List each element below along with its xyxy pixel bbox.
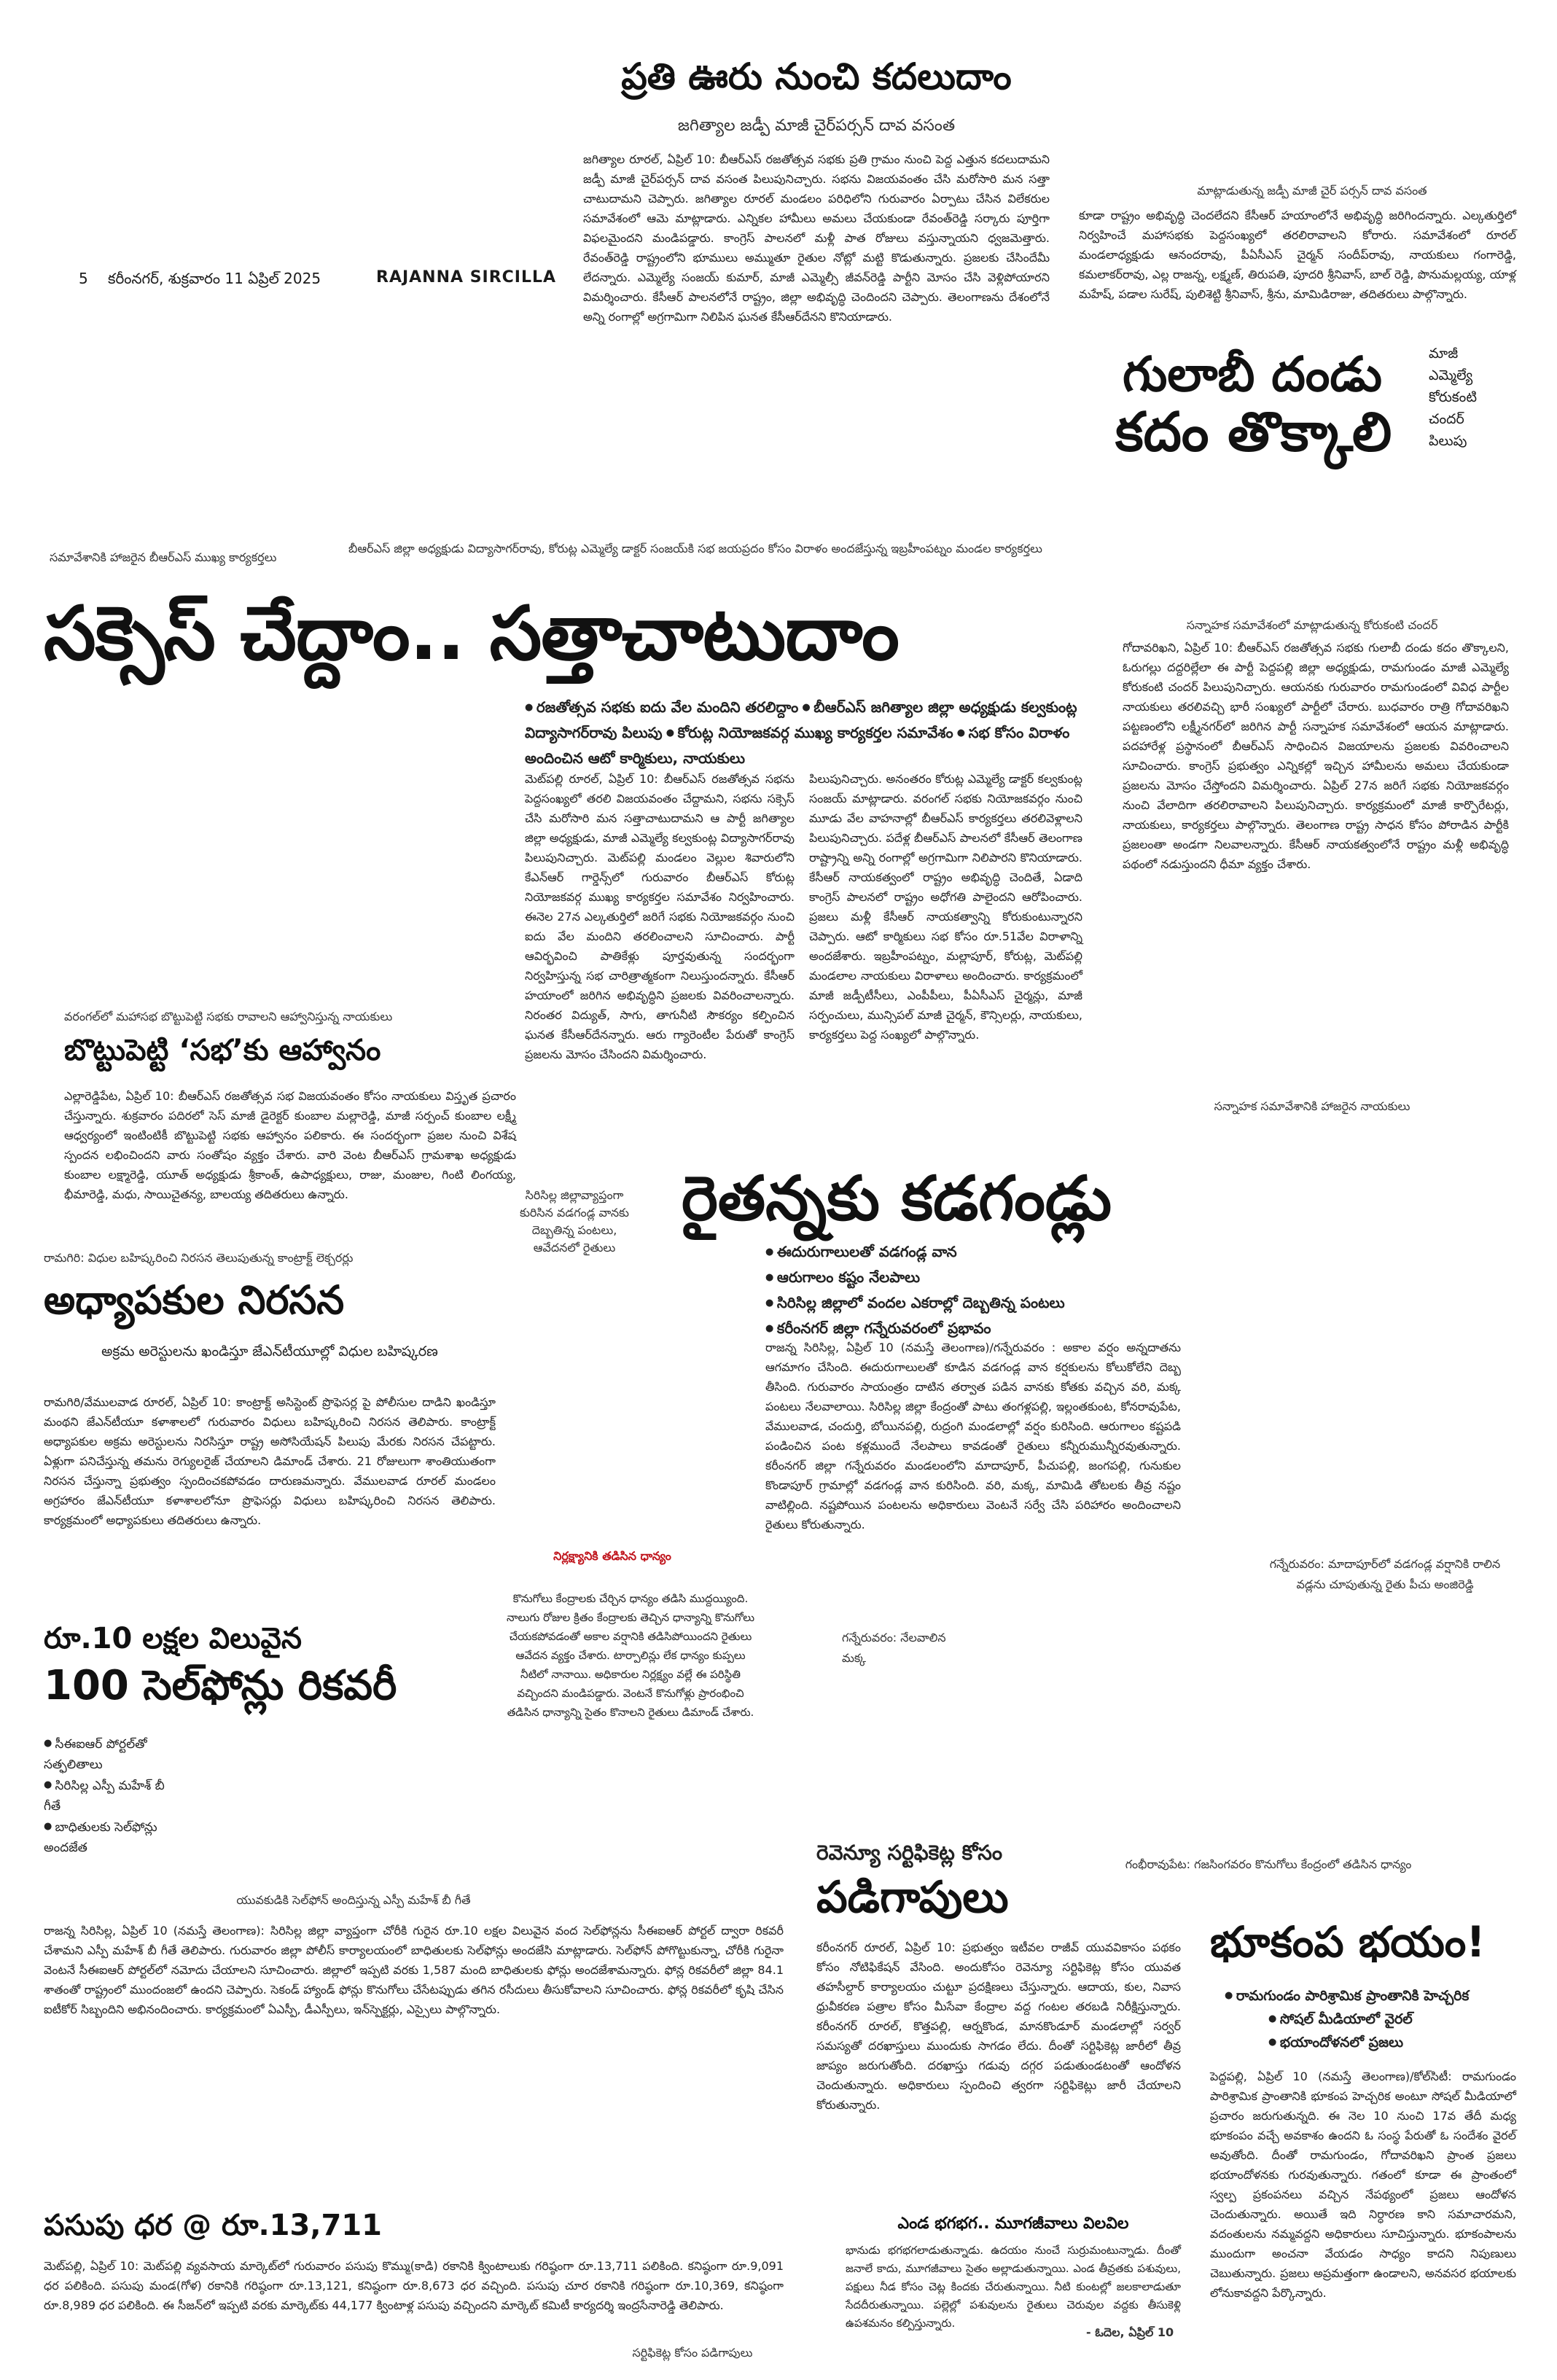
lead-bullet-3: ● కోరుట్ల నియోజకవర్గ ముఖ్య కార్యకర్తల సమావేశం [666,724,953,741]
raithu-caption-right: గన్నేరువరం: మాదాపూర్‌లో వడగండ్ల వర్షానికి రాలిన వడ్లను చూపుతున్న రైతు పీచు అంజిరెడ్డి [1269,1557,1501,1591]
revenue-headline: పడిగాపులు [816,1872,1009,1923]
quake-headline: భూకంప భయం! [1210,1917,1486,1967]
lead-bullets [525,695,1079,770]
bottu-body: ఎల్లారెడ్డిపేట, ఏప్రిల్ 10: బీఆర్ఎస్ రజతోత్సవ సభ విజయవంతం కోసం నాయకులు విస్తృత ప్రచారం చేస్తున్నారు. శుక్రవారం పదిరలో సెస్ మాజీ డైరెక్టర్ కుంబాల మల్లారెడ్డి, మాజీ సర్పంచ్ కుంబాల లక్ష్మీ ఆధ్వర్యంలో ఇంటింటికీ బొట్టుపెట్టి సభకు ఆహ్వానం పలికారు. ఈ సందర్భంగా ప్రజల నుంచి విశేష స్పందన లభించిందని వారు సంతోషం వ్యక్తం చేశారు. వారి వెంట బీఆర్ఎస్ గ్రామశాఖ అధ్యక్షుడు కుంబాల లక్ష్మారెడ్డి, యూత్ అధ్యక్షుడు శ్రీకాంత్, ఉపాధ్యక్షులు, రాజు, మంజుల, గింటి లింగయ్య, భీమారెడ్డి, మధు, సాయిచైతన్య, బాలయ్య తదితరులు ఉన్నారు. [64,1089,516,1201]
promo-side-4: చందర్ [1429,411,1464,427]
top-story-subhead: జగిత్యాల జడ్పీ మాజీ చైర్‌పర్సన్ దావ వసంత [677,117,956,135]
bottu-kicker: వరంగల్‌లో మహాసభ బొట్టుపెట్టి సభకు రావాలని ఆహ్వానిస్తున్న నాయకులు [64,1010,393,1023]
lead-bullet-4: ● సభ కోసం విరాళం అందించిన ఆటో కార్మికులు, నాయకులు [525,724,1069,767]
promo-side-2: ఎమ్మెల్యే [1429,367,1473,383]
promo-body: గోదావరిఖని, ఏప్రిల్ 10: బీఆర్ఎస్ రజతోత్సవ సభకు గులాబీ దండు కదం తొక్కాలని, ఓరుగల్లు దద్దరిల్లేలా ఈ పార్టీ పెద్దపల్లి జిల్లా అధ్యక్షుడు, రామగుండం మాజీ ఎమ్మెల్యే కోరుకంటి చందర్ పిలుపునిచ్చారు. ఆయనకు గురువారం రామగుండంలో వివిధ పార్టీల నాయకులు తరలివచ్చి భారీ సంఖ్యలో పార్టీలో చేరారు. బుధవారం రాత్రి గోదావరిఖని పట్టణంలోని లక్ష్మీనగర్‌లో జరిగిన పార్టీ సన్నాహక సమావేశంలో ఆయన మాట్లాడారు. పదహారేళ్ల ప్రస్థానంలో బీఆర్ఎస్ సాధించిన విజయాలను ప్రజలకు వివరించాలని సూచించారు. కాంగ్రెస్ ప్రభుత్వం ఎన్నికల్లో ఇచ్చిన హామీలను అమలు చేయకుండా ప్రజలను మోసం చేస్తోందని విమర్శించారు. ఏప్రిల్ 27న జరిగే సభకు నియోజకవర్గం నుంచి వేలాదిగా తరలిరావాలని పిలుపునిచ్చారు. కార్యక్రమంలో మాజీ కార్పొరేటర్లు, నాయకులు, కార్యకర్తలు పాల్గొన్నారు. తెలంగాణ రాష్ట్ర సాధన కోసం పోరాడిన పార్టీకి ప్రజలంతా అండగా నిలవాలన్నారు. కేసీఆర్ నాయకత్వంలోనే రాష్ట్రం మళ్లీ అభివృద్ధి పథంలో నడుస్తుందని ధీమా వ్యక్తం చేశారు. [1123,641,1509,871]
revenue-body: కరీంనగర్ రూరల్, ఏప్రిల్ 10: ప్రభుత్వం ఇటీవల రాజీవ్ యువవికాసం పథకం కోసం నోటిఫికేషన్ వేసింది. అందుకోసం రెవెన్యూ సర్టిఫికెట్ల కోసం యువత తహసీల్దార్ కార్యాలయం చుట్టూ ప్రదక్షిణలు చేస్తున్నారు. ఆదాయ, కుల, నివాస ధ్రువీకరణ పత్రాల కోసం మీసేవా కేంద్రాల వద్ద గంటల తరబడి నిరీక్షిస్తున్నారు. కరీంనగర్ రూరల్, కొత్తపల్లి, ఆర్నకొండ, మానకొండూర్ మండలాల్లో సర్వర్ సమస్యతో దరఖాస్తులు ముందుకు సాగడం లేదు. దీంతో సర్టిఫికెట్ల జారీలో తీవ్ర జాప్యం జరుగుతోంది. దరఖాస్తు గడువు దగ్గర పడుతుండటంతో ఆందోళన చెందుతున్నారు. అధికారులు స్పందించి త్వరగా సర్టిఫికెట్లు జారీ చేయాలని కోరుతున్నారు. [816,1940,1181,2112]
lead-bullet-2: ● బీఆర్ఎస్ జగిత్యాల జిల్లా అధ్యక్షుడు కల్వకుంట్ల విద్యాసాగర్‌రావు పిలుపు [525,698,1077,741]
teachers-body: రామగిరి/వేములవాడ రూరల్, ఏప్రిల్ 10: కాంట్రాక్ట్ అసిస్టెంట్ ప్రొఫెసర్ల పై పోలీసుల దాడిని ఖండిస్తూ మంథని జేఎన్‌టీయూ కళాశాలలో గురువారం విధులు బహిష్కరించి నిరసన తెలిపారు. కాంట్రాక్ట్ అధ్యాపకుల అక్రమ అరెస్టులను నిరసిస్తూ రాష్ట్ర అసోసియేషన్ పిలుపు మేరకు నిరసన చేపట్టారు. ఏళ్లుగా పనిచేస్తున్న తమను రెగ్యులరైజ్ చేయాలని డిమాండ్ చేశారు. 21 రోజులుగా శాంతియుతంగా నిరసన చేస్తున్నా ప్రభుత్వం స్పందించకపోవడం దారుణమన్నారు. వేములవాడ రూరల్ మండలం అగ్రహారం జేఎన్‌టీయూ కళాశాలలోనూ ప్రొఫెసర్లు విధులు బహిష్కరించి నిరసన తెలిపారు. కార్యక్రమంలో అధ్యాపకులు తదితరులు ఉన్నారు. [44,1395,496,1527]
quake-bullets [1225,1984,1516,2054]
teachers-subhead: అక్రమ అరెస్టులను ఖండిస్తూ జేఎన్‌టీయూల్లో విధుల బహిష్కరణ [101,1343,438,1359]
promo-line1: గులాబీ దండు [1123,346,1383,402]
promo-side-text [1429,343,1516,452]
phones-headline-2: 100 సెల్‌ఫోన్లు రికవరీ [44,1662,397,1709]
phones-bullet-3: ● బాధితులకు సెల్‌ఫోన్లు అందజేత [44,1817,175,1858]
lead-kicker-right: బీఆర్ఎస్ జిల్లా అధ్యక్షుడు విద్యాసాగర్‌రావు, కోరుట్ల ఎమ్మెల్యే డాక్టర్ సంజయ్‌కి సభ జయప్రదం కోసం విరాళం అందజేస్తున్న ఇబ్రహీంపట్నం మండల కార్యకర్తలు [348,542,1042,555]
quake-bullet-2: ● సోషల్ మీడియాలో వైరల్ [1225,2008,1516,2031]
dateline: కరీంనగర్, శుక్రవారం 11 ఏప్రిల్ 2025 [108,270,321,287]
promo-line2: కదం తొక్కాలి [1115,401,1392,464]
lead-bullet-1: ● రజతోత్సవ సభకు ఐదు వేల మందిని తరలిద్దాం [525,698,798,716]
quake-bullet-3: ● భయాందోళనలో ప్రజలు [1225,2031,1516,2054]
raithu-side-caption: సిరిసిల్ల జిల్లావ్యాప్తంగా కురిసిన వడగండ్ల వానకు దెబ్బతిన్న పంటలు, ఆవేదనలో రైతులు [520,1188,629,1255]
turmeric-body: మెట్‌పల్లి, ఏప్రిల్ 10: మెట్‌పల్లి వ్యవసాయ మార్కెట్‌లో గురువారం పసుపు కొమ్ము(కాడి) రకానికి క్వింటాలుకు గరిష్ఠంగా రూ.13,711 పలికింది. కనిష్ఠంగా రూ.9,091 ధర పలికింది. పసుపు మండ(గోళ) రకానికి గరిష్ఠంగా రూ.13,121, కనిష్ఠంగా రూ.8,673 ధర వచ్చింది. పసుపు చూర రకానికి గరిష్ఠంగా రూ.10,369, కనిష్ఠంగా రూ.8,989 ధర పలికింది. ఈ సీజన్‌లో ఇప్పటి వరకు మార్కెట్‌కు 44,177 క్వింటాళ్ల పసుపు వచ్చిందని మార్కెట్ కమిటీ కార్యదర్శి ఇంద్రసేనారెడ్డి తెలిపారు. [44,2259,784,2312]
revenue-kicker: రెవెన్యూ సర్టిఫికెట్ల కోసం [816,1841,1003,1865]
quake-top-caption: గంభీరావుపేట: గజసింగవరం కొనుగోలు కేంద్రంలో తడిసిన ధాన్యం [1125,1857,1412,1871]
summer-body: భానుడు భగభగలాడుతున్నాడు. ఉదయం నుంచే సుర్రుమంటున్నాడు. దీంతో జనాలే కాదు, మూగజీవాలు సైతం అల్లాడుతున్నాయి. ఎండ తీవ్రతకు పశువులు, పక్షులు నీడ కోసం చెట్ల కిందకు చేరుతున్నాయి. నీటి కుంటల్లో జలకాలాడుతూ సేదదీరుతున్నాయి. పల్లెల్లో పశువులను రైతులు చెరువుల వద్దకు తీసుకెళ్లి ఉపశమనం కల్పిస్తున్నారు. [846,2244,1181,2330]
promo-side-5: పిలుపు [1429,433,1467,449]
page-number: 5 [79,270,88,287]
raithu-body: రాజన్న సిరిసిల్ల, ఏప్రిల్ 10 (నమస్తే తెలంగాణ)/గన్నేరువరం : అకాల వర్షం అన్నదాతను ఆగమాగం చేసింది. ఈదురుగాలులతో కూడిన వడగండ్ల వాన కర్షకులను కోలుకోలేని దెబ్బ తీసింది. గురువారం సాయంత్రం దాటిన తర్వాత పడిన వానకు కోతకు వచ్చిన వరి, మక్క పంటలు నేలవాలాయి. సిరిసిల్ల జిల్లా కేంద్రంతో పాటు తంగళ్లపల్లి, ఇల్లంతకుంట, కోనరావుపేట, వేములవాడ, చందుర్తి, బోయినపల్లి, రుద్రంగి మండలాల్లో వర్షం కురిసింది. ఆరుగాలం కష్టపడి పండించిన పంట కళ్లముందే నేలపాలు కావడంతో రైతులు కన్నీరుమున్నీరవుతున్నారు. కరీంనగర్ జిల్లా గన్నేరువరం మండలంలోని మాదాపూర్, పీచుపల్లి, జంగపల్లి, గునుకుల కొండాపూర్ గ్రామాల్లో వడగండ్ల వాన కురిసింది. వరి, మక్క, మామిడి తోటలకు తీవ్ర నష్టం వాటిల్లింది. నష్టపోయిన పంటలను అధికారులు వెంటనే సర్వే చేసి పరిహారం అందించాలని రైతులు కోరుతున్నారు. [765,1341,1181,1532]
phones-body: రాజన్న సిరిసిల్ల, ఏప్రిల్ 10 (నమస్తే తెలంగాణ): సిరిసిల్ల జిల్లా వ్యాప్తంగా చోరీకి గురైన రూ.10 లక్షల విలువైన వంద సెల్‌ఫోన్లను సీఈఐఆర్ పోర్టల్ ద్వారా రికవరీ చేశామని ఎస్పీ మహేశ్ బీ గీతే తెలిపారు. గురువారం జిల్లా పోలీస్ కార్యాలయంలో బాధితులకు సెల్‌ఫోన్లు అందజేసి మాట్లాడారు. సెల్‌ఫోన్ పోగొట్టుకున్నా, చోరీకి గురైనా వెంటనే సీఈఐఆర్ పోర్టల్‌లో నమోదు చేయాలని సూచించారు. జిల్లాలో ఇప్పటి వరకు 1,587 మంది బాధితులకు ఫోన్లు అందజేశామన్నారు. ఫోన్ల రికవరీలో జిల్లా 84.1 శాతంతో రాష్ట్రంలో ముందంజలో ఉందని చెప్పారు. సెకండ్ హ్యాండ్ ఫోన్లు కొనుగోలు చేసేటప్పుడు తగిన రసీదులు తీసుకోవాలని సూచించారు. ఫోన్ల రికవరీలో కృషి చేసిన ఐటీకోర్ సిబ్బందిని అభినందించారు. కార్యక్రమంలో ఏఎస్పీ, డీఎస్పీలు, ఇన్‌స్పెక్టర్లు, ఎస్సైలు పాల్గొన్నారు. [44,1924,784,2016]
lead-body-col1: మెట్‌పల్లి రూరల్, ఏప్రిల్ 10: బీఆర్ఎస్ రజతోత్సవ సభను పెద్దసంఖ్యలో తరలి విజయవంతం చేద్దామని, సభను సక్సెస్ చేసి మరోసారి మన సత్తాచాటుదామని ఆ పార్టీ జగిత్యాల జిల్లా అధ్యక్షుడు, మాజీ ఎమ్మెల్యే కల్వకుంట్ల విద్యాసాగర్‌రావు పిలుపునిచ్చారు. మెట్‌పల్లి మండలం వెల్లుల శివారులోని కేఎన్‌ఆర్ గార్డెన్స్‌లో గురువారం బీఆర్ఎస్ కోరుట్ల నియోజకవర్గ ముఖ్య కార్యకర్తల సమావేశం నిర్వహించారు. ఈనెల 27న ఎల్కతుర్తిలో జరిగే సభకు నియోజకవర్గం నుంచి ఐదు వేల మందిని తరలించాలని సూచించారు. పార్టీ ఆవిర్భవించి పాతికేళ్లు పూర్తవుతున్న సందర్భంగా నిర్వహిస్తున్న సభ చారిత్రాత్మకంగా నిలుస్తుందన్నారు. కేసీఆర్ హయాంలో జరిగిన అభివృద్ధిని ప్రజలకు వివరించాలన్నారు. నిరంతర విద్యుత్, సాగు, తాగునీటి సౌకర్యం కల్పించిన ఘనత కేసీఆర్‌దేనన్నారు. ఆరు గ్యారెంటీల పేరుతో కాంగ్రెస్ ప్రజలను మోసం చేసిందని విమర్శించారు. [525,772,795,1061]
quake-bullet-1: ● రామగుండం పారిశ్రామిక ప్రాంతానికి హెచ్చరిక [1225,1984,1516,2008]
turmeric-headline: పసుపు ధర @ రూ.13,711 [44,2209,383,2242]
raithu-box-heading: నిర్లక్ష్యానికి తడిసిన ధాన్యం [553,1549,671,1563]
promo-side-3: కోరుకంటి [1429,389,1477,405]
top-story-body: జగిత్యాల రూరల్, ఏప్రిల్ 10: బీఆర్ఎస్ రజతోత్సవ సభకు ప్రతి గ్రామం నుంచి పెద్ద ఎత్తున కదలుదామని జడ్పీ మాజీ చైర్‌పర్సన్ దావ వసంత పిలుపునిచ్చారు. సభను విజయవంతం చేసి మరోసారి మన సత్తా చాటుదామని చెప్పారు. జగిత్యాల రూరల్ మండలం పరిధిలోని గురువారం ఏర్పాటు చేసిన విలేకరుల సమావేశంలో ఆమె మాట్లాడారు. ఎన్నికల హామీలు అమలు చేయకుండా రేవంత్‌రెడ్డి సర్కారు పూర్తిగా విఫలమైందని మండిపడ్డారు. కాంగ్రెస్ పాలనలో మళ్లీ పాత రోజులు వస్తున్నాయని ధ్వజమెత్తారు. రేవంత్‌రెడ్డి రాష్ట్రంలోని భూములు అమ్ముతూ రైతుల నోట్లో మట్టి కొడుతున్నారు. ప్రజలకు చేసిందేమీ లేదన్నారు. ఎమ్మెల్యే సంజయ్ కుమార్, మాజీ ఎమ్మెల్సీ జీవన్‌రెడ్డి పార్టీని మోసం చేసి వెళ్లిపోయారని విమర్శించారు. కేసీఆర్ పాలనలోనే రాష్ట్రం, జిల్లా అభివృద్ధి చెందిందని చెప్పారు. తెలంగాణను దేశంలోనే అన్ని రంగాల్లో అగ్రగామిగా నిలిపిన ఘనత కేసీఆర్‌దేనని కొనియాడారు. [583,152,1050,324]
raithu-bullet-4: ● కరీంనగర్ జిల్లా గన్నేరువరంలో ప్రభావం [765,1316,1203,1341]
raithu-caption-mid: గన్నేరువరం: నేలవాలిన మక్క [842,1631,946,1665]
raithu-box-body: కొనుగోలు కేంద్రాలకు చేర్చిన ధాన్యం తడిసి ముద్దయ్యింది. నాలుగు రోజుల క్రితం కేంద్రాలకు తెచ్చిన ధాన్యాన్ని కొనుగోలు చేయకపోవడంతో అకాల వర్షానికి తడిసిపోయిందని రైతులు ఆవేదన వ్యక్తం చేశారు. టార్పాలిన్లు లేక ధాన్యం కుప్పలు నీటిలో నానాయి. అధికారుల నిర్లక్ష్యం వల్లే ఈ పరిస్థితి వచ్చిందని మండిపడ్డారు. వెంటనే కొనుగోళ్లు ప్రారంభించి తడిసిన ధాన్యాన్ని సైతం కొనాలని రైతులు డిమాండ్ చేశారు. [506,1592,755,1719]
revenue-caption-bottom: సర్టిఫికెట్ల కోసం పడిగాపులు [632,2346,753,2360]
raithu-bullet-2: ● ఆరుగాలం కష్టం నేలపాలు [765,1265,1203,1290]
promo-caption: సన్నాహక సమావేశంలో మాట్లాడుతున్న కోరుకంటి చందర్ [1186,618,1438,632]
phones-bullets [44,1733,175,1858]
summer-headline: ఎండ భగభగ.. మూగజీవాలు విలవిల [897,2215,1129,2233]
phones-caption: యువకుడికి సెల్‌ఫోన్ అందిస్తున్న ఎస్పీ మహేశ్ బీ గీతే [236,1893,471,1907]
lead-body-col2: పిలుపునిచ్చారు. అనంతరం కోరుట్ల ఎమ్మెల్యే డాక్టర్ కల్వకుంట్ల సంజయ్ మాట్లాడారు. వరంగల్ సభకు నియోజకవర్గం నుంచి మూడు వేల వాహనాల్లో బీఆర్ఎస్ కార్యకర్తలు తరలివెళ్లాలని పిలుపునిచ్చారు. పదేళ్ల బీఆర్ఎస్ పాలనలో కేసీఆర్ తెలంగాణ రాష్ట్రాన్ని అన్ని రంగాల్లో అగ్రగామిగా నిలిపారని కొనియాడారు. కేసీఆర్ నాయకత్వంలో రాష్ట్రం అభివృద్ధి చెందితే, ఏడాది కాంగ్రెస్ పాలనలో రాష్ట్రం అధోగతి పాలైందని ఆరోపించారు. ప్రజలు మళ్లీ కేసీఆర్ నాయకత్వాన్ని కోరుకుంటున్నారని చెప్పారు. ఆటో కార్మికులు సభ కోసం రూ.51వేల విరాళాన్ని అందజేశారు. ఇబ్రహీంపట్నం, మల్లాపూర్, కోరుట్ల, మెట్‌పల్లి మండలాల నాయకులు విరాళాలు అందించారు. కార్యక్రమంలో మాజీ జడ్పీటీసీలు, ఎంపీపీలు, పీఏసీఎస్ చైర్మన్లు, మాజీ సర్పంచులు, మున్సిపల్ మాజీ చైర్మన్, కౌన్సిలర్లు, నాయకులు, కార్యకర్తలు పెద్ద సంఖ్యలో పాల్గొన్నారు. [809,772,1082,1042]
raithu-headline: రైతన్నకు కడగండ్లు [681,1163,1112,1234]
raithu-bullet-1: ● ఈదురుగాలులతో వడగండ్ల వాన [765,1239,1203,1265]
top-story-body-2: కూడా రాష్ట్రం అభివృద్ధి చెందలేదని కేసీఆర్ హయాంలోనే అభివృద్ధి జరిగిందన్నారు. ఎల్కతుర్తిలో నిర్వహించే మహాసభకు పెద్దసంఖ్యలో తరలిరావాలని కోరారు. సమావేశంలో రూరల్ మండలాధ్యక్షుడు ఆనందరావు, పీఏసీఎస్ చైర్మన్ సందీప్‌రావు, నాయకులు గంగారెడ్డి, కమలాకర్‌రావు, ఎల్ల రాజన్న, లక్ష్మణ్, తిరుపతి, పూదరి శ్రీనివాస్, బాల్ రెడ్డి, పొనుమల్లయ్య, యాళ్ల మహేష్, పడాల సురేష్, పులిశెట్టి శ్రీనివాస్, శ్రీను, మామిడిరాజు, తదితరులు పాల్గొన్నారు. [1079,208,1516,301]
lead-kicker-left: సమావేశానికి హాజరైన బీఆర్ఎస్ ముఖ్య కార్యకర్తలు [50,550,277,564]
bottu-headline: బొట్టుపెట్టి ‘సభ’కు ఆహ్వానం [64,1034,381,1067]
top-story-headline: ప్రతి ఊరు నుంచి కదలుదాం [621,55,1012,98]
top-story-caption: మాట్లాడుతున్న జడ్పీ మాజీ చైర్ పర్సన్ దావ వసంత [1197,184,1427,198]
phones-bullet-1: ● సీఈఐఆర్ పోర్టల్‌తో సత్ఫలితాలు [44,1733,175,1775]
summer-credit: - ఓదెల, ఏప్రిల్ 10 [1086,2325,1174,2339]
phones-bullet-2: ● సిరిసిల్ల ఎస్పీ మహేశ్ బీ గీతే [44,1775,175,1817]
promo-caption-bottom: సన్నాహక సమావేశానికి హాజరైన నాయకులు [1214,1099,1410,1113]
raithu-bullet-3: ● సిరిసిల్ల జిల్లాలో వందల ఎకరాల్లో దెబ్బతిన్న పంటలు [765,1290,1203,1316]
lead-headline: సక్సెస్ చేద్దాం.. సత్తాచాటుదాం [44,590,899,677]
quake-body: పెద్దపల్లి, ఏప్రిల్ 10 (నమస్తే తెలంగాణ)/కోల్‌సిటీ: రామగుండం పారిశ్రామిక ప్రాంతానికి భూకంప హెచ్చరిక అంటూ సోషల్ మీడియాలో ప్రచారం జరుగుతున్నది. ఈ నెల 10 నుంచి 17వ తేదీ మధ్య భూకంపం వచ్చే అవకాశం ఉందని ఓ సంస్థ పేరుతో ఓ సందేశం వైరల్ అవుతోంది. దీంతో రామగుండం, గోదావరిఖని ప్రాంత ప్రజలు భయాందోళనకు గురవుతున్నారు. గతంలో కూడా ఈ ప్రాంతంలో స్వల్ప ప్రకంపనలు వచ్చిన నేపథ్యంలో ప్రజలు ఆందోళన చెందుతున్నారు. అయితే ఇది నిర్ధారణ కాని సమాచారమని, వదంతులను నమ్మవద్దని అధికారులు సూచిస్తున్నారు. భూకంపాలను ముందుగా అంచనా వేయడం సాధ్యం కాదని నిపుణులు చెబుతున్నారు. ప్రజలు అప్రమత్తంగా ఉండాలని, అనవసర భయాలకు లోనుకావద్దని పేర్కొన్నారు. [1210,2069,1516,2300]
teachers-kicker: రామగిరి: విధుల బహిష్కరించి నిరసన తెలుపుతున్న కాంట్రాక్ట్ లెక్చరర్లు [44,1251,354,1265]
edition-name: RAJANNA SIRCILLA [376,268,557,286]
promo-side-1: మాజీ [1429,346,1459,362]
phones-headline-1: రూ.10 లక్షల విలువైన [44,1622,302,1655]
teachers-headline: అధ్యాపకుల నిరసన [44,1277,345,1323]
raithu-bullets [765,1239,1203,1341]
